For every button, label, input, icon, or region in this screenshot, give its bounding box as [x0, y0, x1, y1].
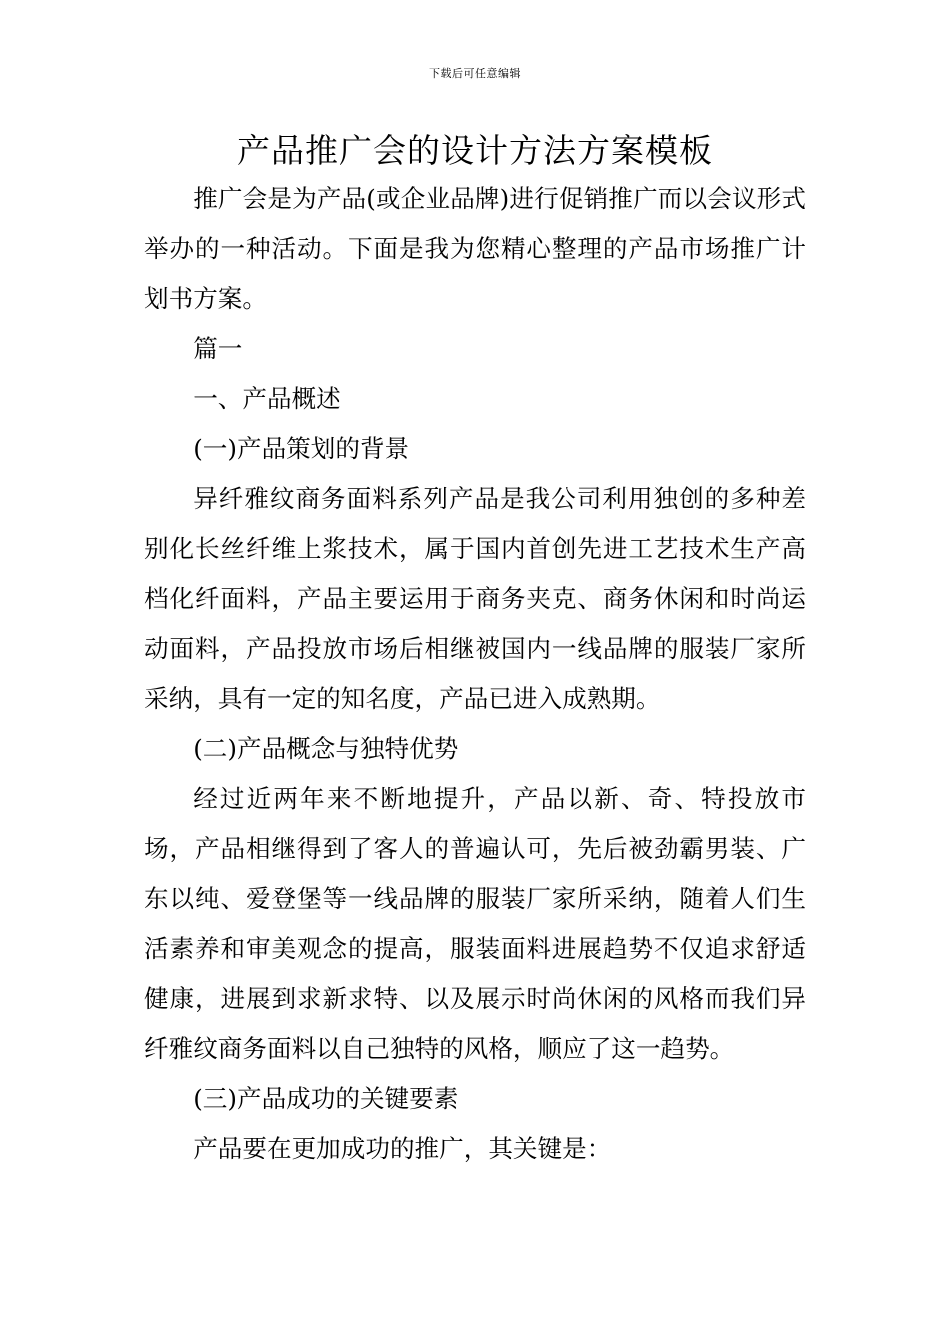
document-title: 产品推广会的设计方法方案模板	[237, 131, 713, 170]
document-body	[144, 174, 806, 1174]
paragraph-intro: 推广会是为产品(或企业品牌)进行促销推广而以会议形式举办的一种活动。下面是我为您精心整理的产品市场推广计划书方案。	[144, 184, 806, 313]
section-label-part-one: 篇一	[193, 334, 243, 363]
header-note: 下载后可任意编辑	[429, 67, 521, 80]
paragraph-background: 异纤雅纹商务面料系列产品是我公司利用独创的多种差别化长丝纤维上浆技术，属于国内首创先进工艺技术生产高档化纤面料，产品主要运用于商务夹克、商务休闲和时尚运动面料，产品投放市场后相继被国内一线品牌的服装厂家所采纳，具有一定的知名度，产品已进入成熟期。	[144, 484, 806, 713]
heading-product-overview: 一、产品概述	[193, 384, 341, 413]
subheading-concept-advantages: (二)产品概念与独特优势	[193, 734, 459, 763]
paragraph-key-factors: 产品要在更加成功的推广，其关键是：	[193, 1134, 612, 1163]
subheading-background: (一)产品策划的背景	[193, 434, 410, 463]
paragraph-concept-advantages: 经过近两年来不断地提升，产品以新、奇、特投放市场，产品相继得到了客人的普遍认可，先后被劲霸男装、广东以纯、爱登堡等一线品牌的服装厂家所采纳，随着人们生活素养和审美观念的提高，服装面料进展趋势不仅追求舒适健康，进展到求新求特、以及展示时尚休闲的风格而我们异纤雅纹商务面料以自己独特的风格，顺应了这一趋势。	[144, 784, 806, 1063]
subheading-key-factors: (三)产品成功的关键要素	[193, 1084, 459, 1113]
